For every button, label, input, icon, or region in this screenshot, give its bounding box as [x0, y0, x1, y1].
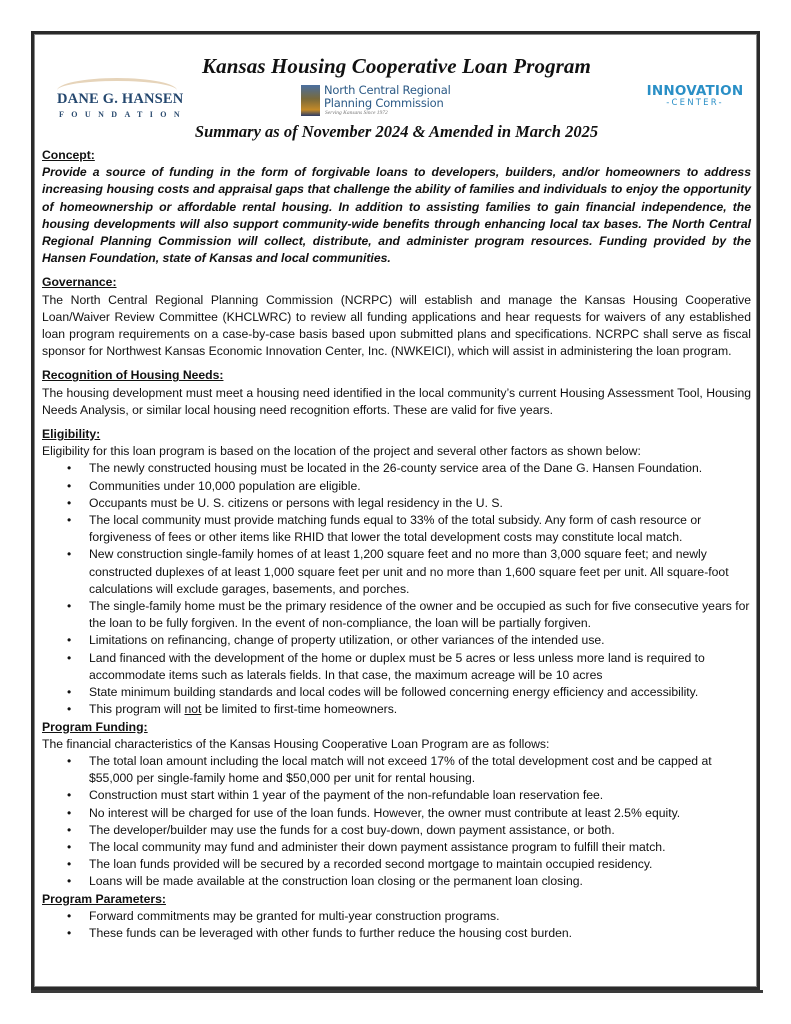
funding-list [42, 753, 751, 891]
innovation-center-logo [645, 83, 745, 115]
recognition-section [42, 367, 751, 419]
list-item: • The local community must provide matching funds equal to 33% of the total subsidy. Any form of cash resource or forgiveness of fees or other items like RHID that lower the total development costs may constitute local match. [89, 512, 751, 546]
governance-section [42, 274, 751, 360]
parameters-heading: Program Parameters: [42, 891, 166, 906]
funding-intro: The financial characteristics of the Kansas Housing Cooperative Loan Program are as follows: [42, 736, 550, 751]
emphasis-not: not [184, 702, 202, 717]
concept-heading: Concept: [42, 148, 95, 162]
list-item: • Occupants must be U. S. citizens or persons with legal residency in the U. S. [89, 495, 751, 512]
list-item: • No interest will be charged for use of the loan funds. However, the owner must contribute at least 2.5% equity. [89, 805, 751, 822]
governance-heading: Governance: [42, 275, 117, 290]
hansen-logo-sub: FOUNDATION [59, 110, 188, 119]
innovation-logo-sub: -CENTER- [666, 98, 724, 108]
list-item: • These funds can be leveraged with other funds to further reduce the housing cost burden. [89, 925, 751, 942]
hansen-foundation-logo [49, 78, 189, 122]
hansen-logo-name: DANE G. HANSEN [57, 91, 184, 107]
eligibility-intro: Eligibility for this loan program is based on the location of the project and several other factors as shown below: [42, 444, 641, 459]
list-item: • This program will not be limited to first-time homeowners. [89, 701, 751, 718]
list-item: • Limitations on refinancing, change of property utilization, or other variances of the intended use. [89, 632, 751, 649]
document-frame [31, 31, 760, 990]
list-item: • The local community may fund and administer their down payment assistance program to fulfill their match. [89, 839, 751, 856]
ncrpc-logo-tagline: Serving Kansans Since 1972 [325, 110, 388, 116]
eligibility-heading: Eligibility: [42, 427, 101, 442]
list-item: • The loan funds provided will be secured by a recorded second mortgage to maintain occupied residency. [89, 856, 751, 873]
list-item: • The total loan amount including the local match will not exceed 17% of the total development cost and be capped at $55,000 per single-family home and $50,000 per unit for rental housing. [89, 753, 751, 787]
document-subtitle: Summary as of November 2024 & Amended in March 2025 [194, 122, 599, 141]
ncrpc-emblem-icon [301, 85, 320, 116]
list-item: • State minimum building standards and local codes will be followed concerning energy efficiency and accessibility. [89, 684, 751, 701]
list-item: • The newly constructed housing must be located in the 26-county service area of the Dane G. Hansen Foundation. [89, 460, 751, 477]
recognition-text: The housing development must meet a housing need identified in the local community’s current Housing Assessment Tool, Housing Needs Analysis, or similar local housing need recognition efforts. These are valid for five years. [42, 385, 751, 417]
governance-text: The North Central Regional Planning Commission (NCRPC) will establish and manage the Kansas Housing Cooperative Loan/Waiver Review Committee (KHCLWRC) to review all funding applications and hear requests for waivers of any established loan program requirements on a case-by-case basis based upon submitted plans and specifications. NCRPC shall serve as fiscal sponsor for Northwest Kansas Economic Innovation Center, Inc. (NWKEICI), which will assist in administering the loan program. [42, 292, 751, 359]
parameters-section [42, 891, 751, 943]
concept-section [42, 147, 751, 267]
list-item: • New construction single-family homes of at least 1,200 square feet and no more than 3,000 square feet; and newly constructed duplexes of at least 1,000 square feet per unit and no more than 1,600 square feet per unit. All square-foot calculations will exclude garages, basements, and porches. [89, 546, 751, 598]
ncrpc-logo-line1: North Central Regional [324, 83, 451, 97]
ncrpc-logo-line2: Planning Commission [324, 96, 444, 110]
funding-heading: Program Funding: [42, 719, 148, 734]
list-item: • The developer/builder may use the funds for a cost buy-down, down payment assistance, or both. [89, 822, 751, 839]
innovation-logo-word: INNOVATION [646, 83, 744, 99]
eligibility-list [42, 460, 751, 718]
list-item: • Land financed with the development of the home or duplex must be 5 acres or less unless more land is required to accommodate items such as laterals fields. In that case, the maximum acreage will be 10 acres [89, 650, 751, 684]
funding-section [42, 719, 751, 891]
document-title: Kansas Housing Cooperative Loan Program [202, 54, 591, 78]
concept-text: Provide a source of funding in the form of forgivable loans to developers, builders, and/or homeowners to address increasing housing costs and appraisal gaps that challenge the ability of families and individuals to enjoy the opportunity of homeownership or affordable rental housing. In addition to assisting families to gain financial independence, the housing developments will also support community-wide benefits through enhancing local tax bases. The North Central Regional Planning Commission will collect, distribute, and administer program resources. Funding provided by the Hansen Foundation, state of Kansas and local communities. [42, 165, 751, 266]
parameters-list [42, 908, 751, 942]
document-body [42, 147, 751, 942]
ncrpc-logo [301, 84, 481, 120]
recognition-heading: Recognition of Housing Needs: [42, 368, 224, 383]
list-item: • The single-family home must be the primary residence of the owner and be occupied as such for five consecutive years for the loan to be fully forgiven. In the event of non-compliance, the loan will be partially forgiven. [89, 598, 751, 632]
list-item: • Loans will be made available at the construction loan closing or the permanent loan closing. [89, 873, 751, 890]
list-item: • Forward commitments may be granted for multi-year construction programs. [89, 908, 751, 925]
list-item: • Construction must start within 1 year of the payment of the non-refundable loan reservation fee. [89, 787, 751, 804]
list-item: • Communities under 10,000 population are eligible. [89, 478, 751, 495]
eligibility-section [42, 426, 751, 718]
